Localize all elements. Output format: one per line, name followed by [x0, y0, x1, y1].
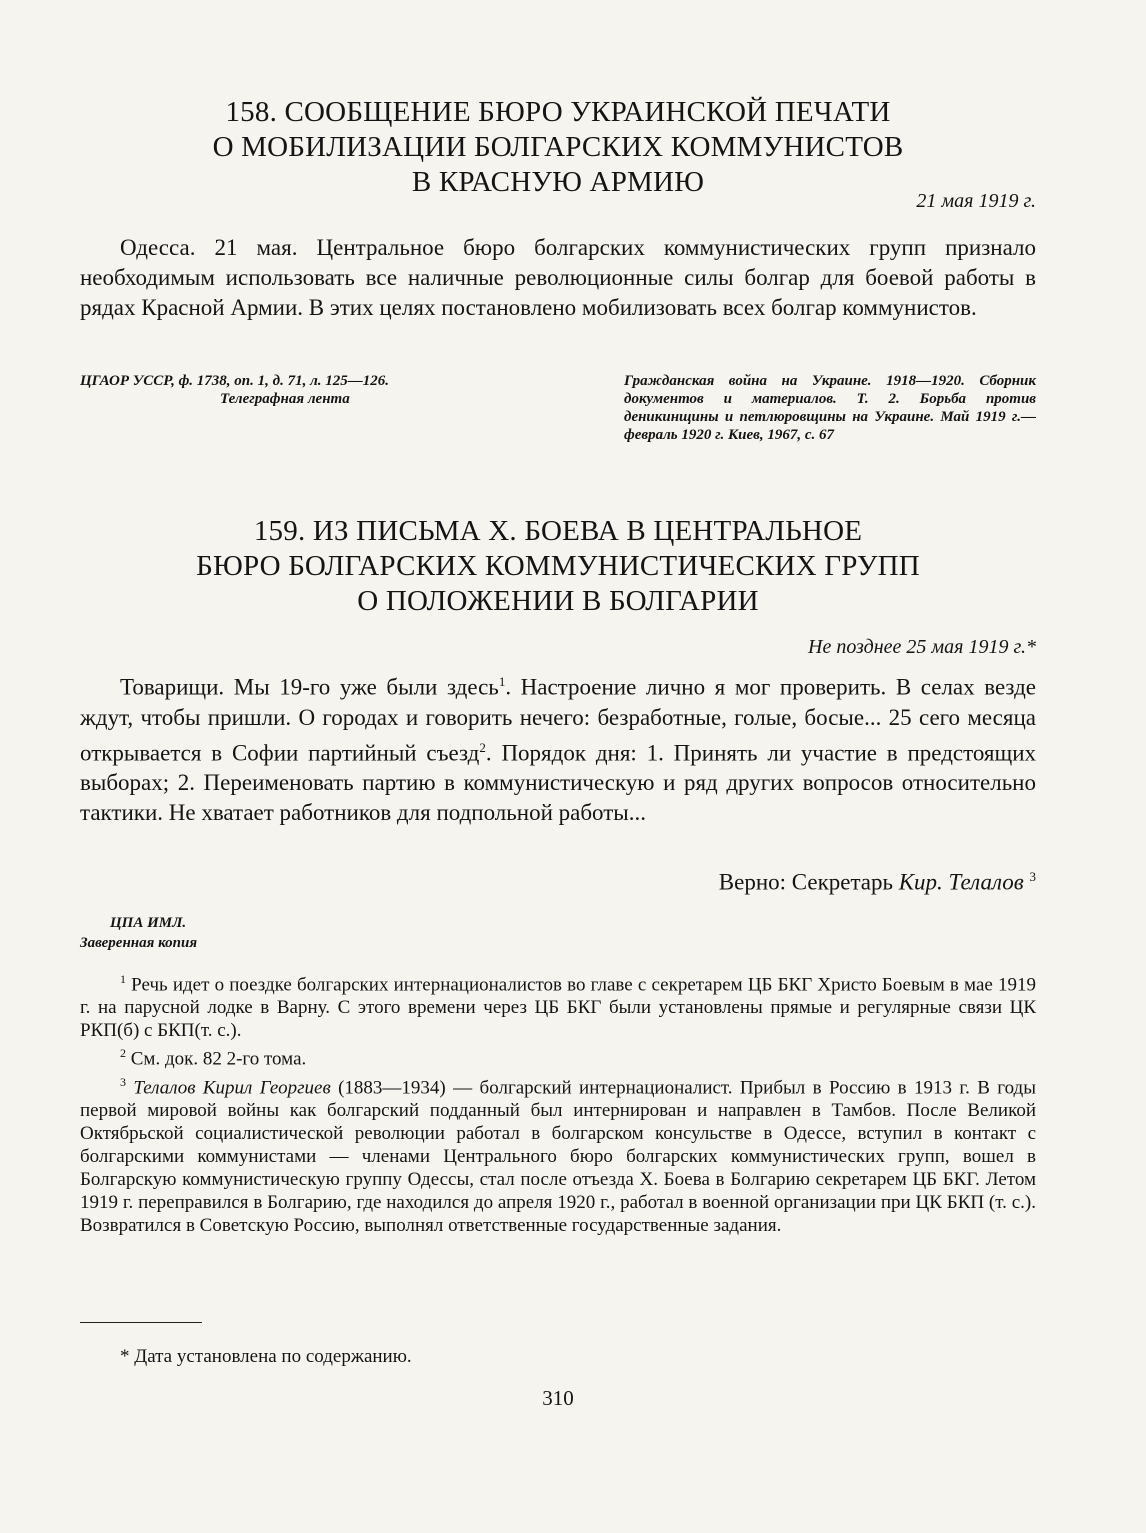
doc158-body: Одесса. 21 мая. Центральное бюро болгарских коммунистических групп признало необходимым использовать все наличные революционные силы болгар для боевой работы в рядах Красной Армии. В этих целях постановлено мобилизовать всех болгар коммунистов.: [80, 235, 1036, 320]
doc159-body: [80, 667, 1036, 828]
doc159-date: Не позднее 25 мая 1919 г.*: [808, 636, 1036, 658]
footnote-3-text: (1883—1934) — болгарский интернационалист. Прибыл в Россию в 1913 г. В годы первой мировой войны как болгарский подданный был интернирован и направлен в Тамбов. После Великой Октябрьской социалистической революции работал в болгарском консульстве в Одессе, вступил в контакт с болгарскими коммунистами — членами Центрального бюро болгарских коммунистических групп, вошел в Болгарскую коммунистическую группу Одессы, стал после отъезда Х. Боева в Болгарию секретарем ЦБ БКГ. Летом 1919 г. переправился в Болгарию, где находился до апреля 1920 г., работал в военной организации при ЦК БКП (т. с.). Возвратился в Советскую Россию, выполнял ответственные государственные задания.: [80, 1076, 1036, 1236]
footnote-3-name: Телалов Кирил Георгиев: [126, 1076, 331, 1098]
signature-name: Кир. Телалов: [898, 869, 1024, 895]
footnote-1: [80, 968, 1036, 1042]
doc158-title-line-1: 158. СООБЩЕНИЕ БЮРО УКРАИНСКОЙ ПЕЧАТИ: [225, 96, 891, 128]
footnote-star: * Дата установлена по содержанию.: [120, 1346, 412, 1367]
doc159-heading: [80, 514, 1036, 619]
document-page: [80, 0, 1036, 1533]
doc159-signature: [719, 869, 1036, 896]
footnote-divider: [80, 1322, 202, 1323]
doc158-source-left-1: ЦГАОР УССР, ф. 1738, оп. 1, д. 71, л. 125—126.: [80, 373, 390, 389]
doc158-heading: [80, 95, 1036, 200]
doc159-body-part-1: Товарищи. Мы 19-го уже были здесь: [120, 674, 499, 700]
archive-line-1: ЦПА ИМЛ.: [110, 915, 187, 931]
doc158-title-line-3: В КРАСНУЮ АРМИЮ: [411, 166, 705, 198]
doc158-date: 21 мая 1919 г.: [916, 190, 1036, 212]
doc158-title-line-2: О МОБИЛИЗАЦИИ БОЛГАРСКИХ КОММУНИСТОВ: [212, 131, 904, 163]
doc158-source-archive: [80, 372, 510, 408]
footnote-ref-1: 1: [498, 674, 506, 689]
doc158-source-left-2: Телеграфная лента: [220, 391, 350, 407]
signature-prefix: Верно: Секретарь: [718, 869, 899, 895]
page-number: 310: [542, 1386, 574, 1410]
footnote-2-mark: 2: [120, 1046, 126, 1061]
doc159-title-line-3: О ПОЛОЖЕНИИ В БОЛГАРИИ: [357, 585, 759, 617]
footnote-1-mark: 1: [120, 972, 126, 986]
footnotes: [80, 968, 1036, 1237]
footnote-3: [80, 1071, 1036, 1237]
doc159-title-line-1: 159. ИЗ ПИСЬМА Х. БОЕВА В ЦЕНТРАЛЬНОЕ: [253, 515, 863, 547]
doc158-source-publication: Гражданская война на Украине. 1918—1920. Сборник документов и материалов. Т. 2. Борьба против деникинщины и петлюровщины на Украине. Май 1919 г.— февраль 1920 г. Киев, 1967, с. 67: [624, 373, 1036, 443]
footnote-3-mark: 3: [120, 1074, 126, 1089]
doc159-body-part-2: . Настроение лично я мог проверить. В селах везде ждут, чтобы пришли. О городах и говорить нечего: безработные, голые, босые... 25 сего месяца открывается в Софии партийный съезд: [80, 674, 1037, 766]
doc159-title-line-2: БЮРО БОЛГАРСКИХ КОММУНИСТИЧЕСКИХ ГРУПП: [196, 550, 920, 582]
archive-line-2: Заверенная копия: [80, 935, 198, 951]
doc159-body-part-3: . Порядок дня: 1. Принять ли участие в предстоящих выборах; 2. Переименовать партию в коммунистическую и ряд других вопросов относительно тактики. Не хватает работников для подпольной работы...: [80, 740, 1037, 826]
footnote-ref-2: 2: [479, 739, 486, 755]
footnote-ref-3: 3: [1029, 869, 1036, 884]
doc159-archive: [80, 913, 197, 953]
footnote-1-text: Речь идет о поездке болгарских интернационалистов во главе с секретарем ЦБ БКГ Христо Боевым в мае 1919 г. на парусной лодке в Варну. С этого времени через ЦБ БКГ были установлены прямые и регулярные связи ЦК РКП(б) с БКП(т. с.).: [80, 974, 1036, 1042]
footnote-2: [80, 1042, 1036, 1070]
footnote-2-text: См. док. 82 2-го тома.: [126, 1048, 307, 1070]
